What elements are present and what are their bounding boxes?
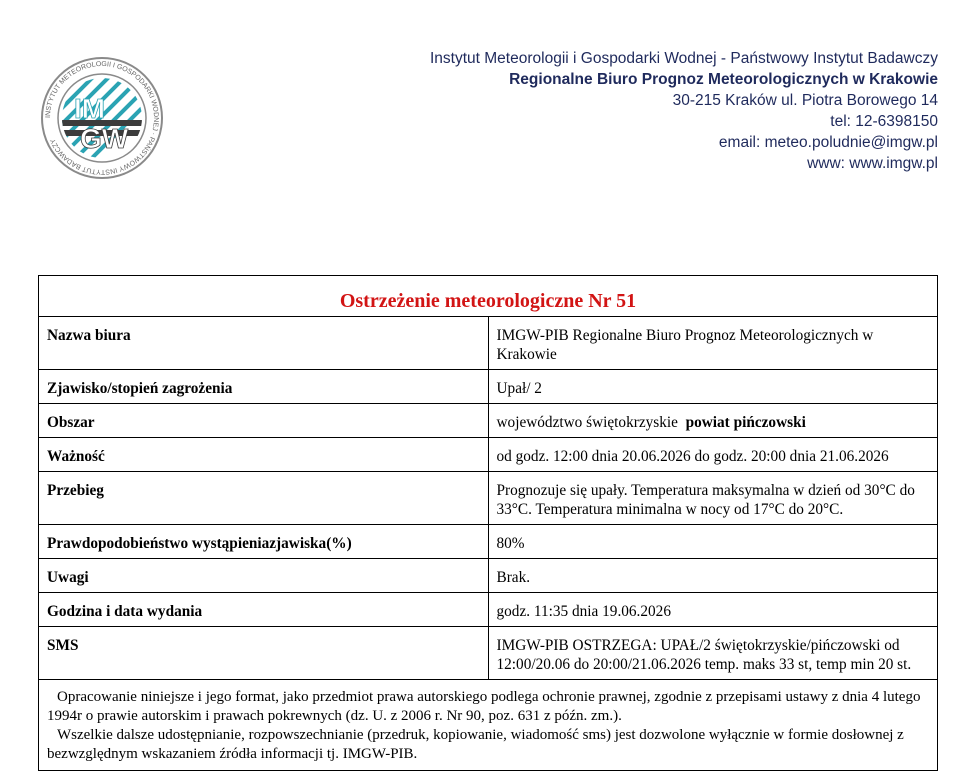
notice-paragraph-copyright: Opracowanie niniejsze i jego format, jako przedmiot prawa autorskiego podlega ochronie prawnej, zgodnie z przepisami ustawy z dnia 4 lutego 1994r o prawie autorskim i prawach pokrewnych (dz. U. z 2006 r. Nr 90, poz. 631 z późn. zm.). <box>47 689 921 724</box>
logo-text-gw: GW <box>80 123 129 154</box>
address: 30-215 Kraków ul. Piotra Borowego 14 <box>672 92 938 109</box>
area-voivodeship: województwo świętokrzyskie <box>496 414 678 431</box>
phone: tel: 12-6398150 <box>830 113 938 130</box>
row-label-probability: Prawdopodobieństwo wystąpieniazjawiska(%) <box>39 525 489 559</box>
logo-ring-text: INSTYTUT METEOROLOGII I GOSPODARKI WODNEJ · PAŃSTWOWY INSTYTUT BADAWCZY <box>44 60 160 176</box>
row-value-area <box>488 404 938 438</box>
area-county: powiat pińczowski <box>685 414 806 431</box>
row-value-sms: IMGW-PIB OSTRZEGA: UPAŁ/2 świętokrzyskie/pińczowski od 12:00/20.06 do 20:00/21.06.2026 temp. maks 33 st, temp min 20 st. <box>488 627 938 680</box>
warning-title: Ostrzeżenie meteorologiczne Nr 51 <box>39 276 938 317</box>
row-label-sms: SMS <box>39 627 489 680</box>
row-label-issued: Godzina i data wydania <box>39 593 489 627</box>
row-label-phenomenon: Zjawisko/stopień zagrożenia <box>39 370 489 404</box>
bureau-name: Regionalne Biuro Prognoz Meteorologicznych w Krakowie <box>509 71 938 88</box>
table-row <box>39 525 938 559</box>
row-value-course: Prognozuje się upały. Temperatura maksymalna w dzień od 30°C do 33°C. Temperatura minimalna w nocy od 17°C do 20°C. <box>488 472 938 525</box>
row-label-validity: Ważność <box>39 438 489 472</box>
row-value-office: IMGW-PIB Regionalne Biuro Prognoz Meteorologicznych w Krakowie <box>488 317 938 370</box>
title-row <box>39 276 938 317</box>
table-row <box>39 317 938 370</box>
row-value-issued: godz. 11:35 dnia 19.06.2026 <box>488 593 938 627</box>
row-value-phenomenon: Upał/ 2 <box>488 370 938 404</box>
row-label-remarks: Uwagi <box>39 559 489 593</box>
logo-text-im: IM <box>74 93 106 124</box>
row-label-office: Nazwa biura <box>39 317 489 370</box>
notice-row <box>39 680 938 771</box>
table-row <box>39 370 938 404</box>
institute-name: Instytut Meteorologii i Gospodarki Wodnej - Państwowy Instytut Badawczy <box>430 50 938 67</box>
warning-table <box>38 275 938 771</box>
imgw-logo <box>40 56 164 180</box>
table-row <box>39 438 938 472</box>
row-label-course: Przebieg <box>39 472 489 525</box>
row-value-probability: 80% <box>488 525 938 559</box>
table-row <box>39 404 938 438</box>
website[interactable]: www: www.imgw.pl <box>807 155 938 172</box>
row-value-validity: od godz. 12:00 dnia 20.06.2026 do godz. 20:00 dnia 21.06.2026 <box>488 438 938 472</box>
table-row <box>39 472 938 525</box>
table-row <box>39 559 938 593</box>
notice-paragraph-distribution: Wszelkie dalsze udostępnianie, rozpowszechnianie (przedruk, kopiowanie, wiadomość sms) jest dozwolone wyłącznie w formie dosłownej z bezwzględnym wskazaniem źródła informacji tj. IMGW-PIB. <box>47 727 904 762</box>
table-row <box>39 627 938 680</box>
institute-header <box>430 48 938 174</box>
copyright-notice <box>39 680 938 771</box>
row-value-remarks: Brak. <box>488 559 938 593</box>
row-label-area: Obszar <box>39 404 489 438</box>
table-row <box>39 593 938 627</box>
email[interactable]: email: meteo.poludnie@imgw.pl <box>718 134 938 151</box>
